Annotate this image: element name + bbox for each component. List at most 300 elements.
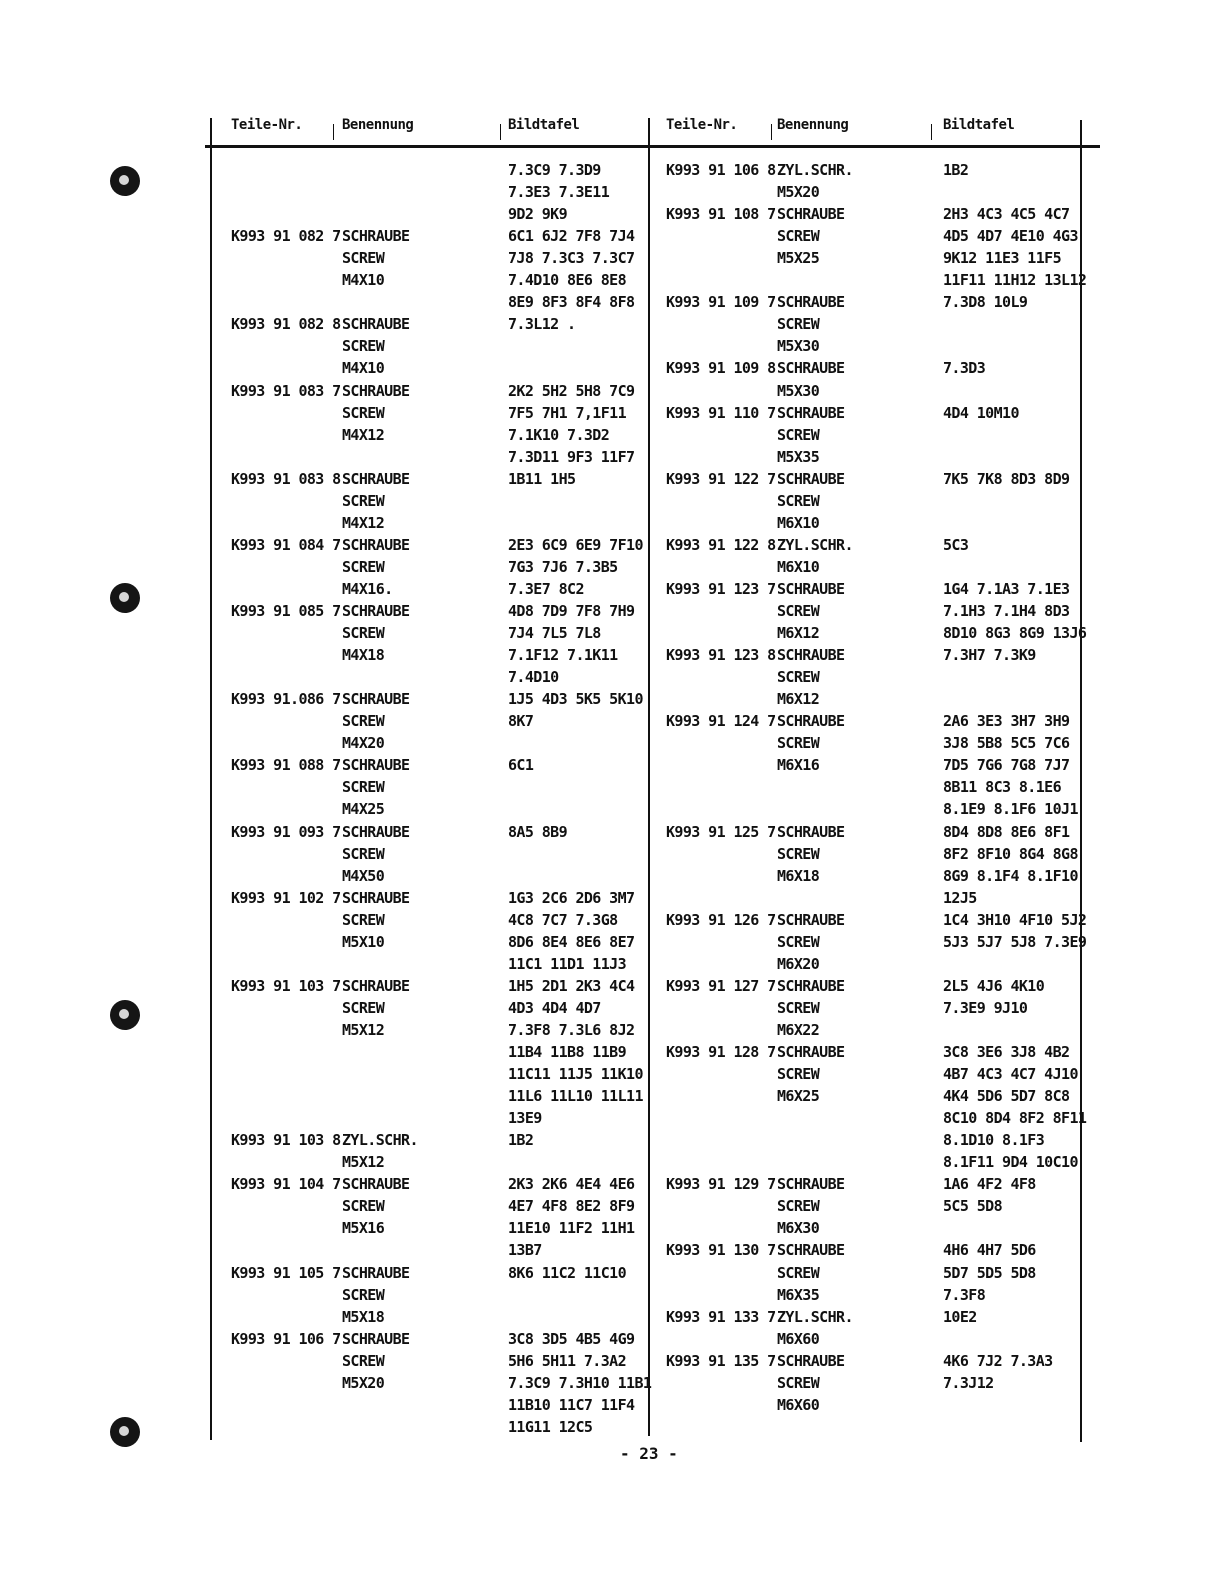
part-name: M4X18: [342, 646, 385, 664]
part-number: [231, 247, 341, 269]
part-name: SCHRAUBE: [777, 580, 845, 598]
header-benennung-left: Benennung: [342, 117, 414, 133]
part-name: SCREW: [777, 999, 820, 1017]
figure-refs: 8B11 8C3 8.1E6: [943, 778, 1062, 796]
part-number: [231, 865, 341, 887]
figure-refs: 7.3D8 10L9: [943, 293, 1028, 311]
figure-refs: 4D3 4D4 4D7: [508, 999, 601, 1017]
figure-refs: 7.3C9 7.3D9: [508, 161, 601, 179]
part-name: SCREW: [342, 624, 385, 642]
part-number: [231, 622, 341, 644]
part-number: [666, 622, 776, 644]
part-number: [666, 424, 776, 446]
figure-refs: 5H6 5H11 7.3A2: [508, 1352, 627, 1370]
part-number: [666, 1394, 776, 1416]
part-name: SCREW: [342, 845, 385, 863]
part-number: K993 91 128 7: [666, 1043, 776, 1061]
part-number: [231, 1284, 341, 1306]
figure-refs: 5J3 5J7 5J8 7.3E9: [943, 933, 1087, 951]
part-number: K993 91 126 7: [666, 911, 776, 929]
figure-refs: 7.3H7 7.3K9: [943, 646, 1036, 664]
part-name: SCHRAUBE: [777, 712, 845, 730]
figure-refs: 7.3J12: [943, 1374, 994, 1392]
part-name: ZYL.SCHR.: [342, 1131, 418, 1149]
figure-refs: 2E3 6C9 6E9 7F10: [508, 536, 643, 554]
figure-refs: 4D8 7D9 7F8 7H9: [508, 602, 635, 620]
part-number: [231, 1085, 341, 1107]
part-number: [666, 1019, 776, 1041]
part-number: [666, 732, 776, 754]
part-number: K993 91 102 7: [231, 889, 341, 907]
part-name: M6X12: [777, 624, 820, 642]
part-name: SCHRAUBE: [342, 889, 410, 907]
part-number: [231, 666, 341, 688]
part-number: K993 91 083 7: [231, 382, 341, 400]
binder-hole: [110, 583, 140, 613]
part-number: [666, 380, 776, 402]
figure-refs: 8K6 11C2 11C10: [508, 1264, 627, 1282]
figure-refs: 4E7 4F8 8E2 8F9: [508, 1197, 635, 1215]
part-name: SCREW: [777, 227, 820, 245]
part-number: [666, 512, 776, 534]
part-number: [231, 1195, 341, 1217]
figure-refs: 7J8 7.3C3 7.3C7: [508, 249, 635, 267]
part-number: [231, 1019, 341, 1041]
part-name: SCHRAUBE: [777, 205, 845, 223]
part-name: SCREW: [342, 712, 385, 730]
part-number: [231, 335, 341, 357]
figure-refs: 7.1F12 7.1K11: [508, 646, 618, 664]
part-name: SCHRAUBE: [342, 1330, 410, 1348]
figure-refs: 12J5: [943, 889, 977, 907]
part-number: K993 91 123 8: [666, 646, 776, 664]
part-number: [666, 1151, 776, 1173]
part-number: [666, 269, 776, 291]
figure-refs: 8F2 8F10 8G4 8G8: [943, 845, 1078, 863]
part-name: SCREW: [342, 337, 385, 355]
table-border-right: [1080, 120, 1082, 1442]
part-number: [231, 181, 341, 203]
figure-refs: 8.1E9 8.1F6 10J1: [943, 800, 1078, 818]
part-number: K993 91 124 7: [666, 712, 776, 730]
part-number: K993 91 093 7: [231, 823, 341, 841]
part-name: SCHRAUBE: [342, 382, 410, 400]
part-name: M5X10: [342, 933, 385, 951]
figure-refs: 9D2 9K9: [508, 205, 568, 223]
figure-refs: 4K4 5D6 5D7 8C8: [943, 1087, 1070, 1105]
part-name: M5X35: [777, 448, 820, 466]
part-name: SCREW: [777, 602, 820, 620]
part-number: K993 91 082 8: [231, 315, 341, 333]
figure-refs: 1B2: [943, 161, 969, 179]
part-name: SCREW: [777, 845, 820, 863]
figure-refs: 8D6 8E4 8E6 8E7: [508, 933, 635, 951]
part-name: M4X50: [342, 867, 385, 885]
part-name: SCREW: [777, 734, 820, 752]
figure-refs: 7.3E7 8C2: [508, 580, 584, 598]
part-number: [231, 424, 341, 446]
part-number: K993 91 109 8: [666, 359, 776, 377]
figure-refs: 7.1H3 7.1H4 8D3: [943, 602, 1070, 620]
figure-refs: 7.4D10 8E6 8E8: [508, 271, 627, 289]
part-number: K993 91 106 7: [231, 1330, 341, 1348]
figure-refs: 7.3F8 7.3L6 8J2: [508, 1021, 635, 1039]
part-number: [231, 203, 341, 225]
part-number: K993 91 133 7: [666, 1308, 776, 1326]
table-divider-center: [648, 118, 650, 1436]
figure-refs: 7.3L12 .: [508, 315, 576, 333]
figure-refs: 2K2 5H2 5H8 7C9: [508, 382, 635, 400]
part-name: SCHRAUBE: [777, 911, 845, 929]
figure-refs: 9K12 11E3 11F5: [943, 249, 1062, 267]
part-name: M4X10: [342, 359, 385, 377]
part-name: M6X22: [777, 1021, 820, 1039]
part-name: ZYL.SCHR.: [777, 161, 853, 179]
part-number: [231, 446, 341, 468]
part-number: K993 91 108 7: [666, 205, 776, 223]
figure-refs: 11E10 11F2 11H1: [508, 1219, 635, 1237]
header-bildtafel-right: Bildtafel: [943, 117, 1015, 133]
part-name: SCHRAUBE: [342, 1264, 410, 1282]
figure-refs: 4H6 4H7 5D6: [943, 1241, 1036, 1259]
part-number: [231, 1306, 341, 1328]
part-number: [231, 269, 341, 291]
part-name: SCHRAUBE: [777, 1043, 845, 1061]
part-name: SCREW: [342, 1197, 385, 1215]
figure-refs: 11B4 11B8 11B9: [508, 1043, 627, 1061]
part-number: [666, 887, 776, 909]
figure-refs: 7.3E3 7.3E11: [508, 183, 610, 201]
figure-refs: 11B10 11C7 11F4: [508, 1396, 635, 1414]
figure-refs: 11G11 12C5: [508, 1418, 593, 1436]
part-number: [231, 1394, 341, 1416]
figure-refs: 1B2: [508, 1131, 534, 1149]
part-number: K993 91 084 7: [231, 536, 341, 554]
figure-refs: 4K6 7J2 7.3A3: [943, 1352, 1053, 1370]
figure-refs: 1G4 7.1A3 7.1E3: [943, 580, 1070, 598]
figure-refs: 8.1D10 8.1F3: [943, 1131, 1045, 1149]
figure-refs: 6C1 6J2 7F8 7J4: [508, 227, 635, 245]
part-name: M5X12: [342, 1021, 385, 1039]
part-number: [231, 644, 341, 666]
part-name: SCREW: [777, 1264, 820, 1282]
part-name: M6X12: [777, 690, 820, 708]
figure-refs: 7.4D10: [508, 668, 559, 686]
binder-hole: [110, 1417, 140, 1447]
part-number: [231, 997, 341, 1019]
figure-refs: 5C5 5D8: [943, 1197, 1003, 1215]
table-border-left: [210, 118, 212, 1440]
figure-refs: 8.1F11 9D4 10C10: [943, 1153, 1078, 1171]
part-name: ZYL.SCHR.: [777, 1308, 853, 1326]
part-name: M6X60: [777, 1330, 820, 1348]
part-name: SCHRAUBE: [777, 977, 845, 995]
figure-refs: 8A5 8B9: [508, 823, 568, 841]
part-name: M5X18: [342, 1308, 385, 1326]
figure-refs: 8E9 8F3 8F4 8F8: [508, 293, 635, 311]
part-name: SCREW: [777, 426, 820, 444]
part-name: M6X25: [777, 1087, 820, 1105]
figure-refs: 11C11 11J5 11K10: [508, 1065, 643, 1083]
figure-refs: 7F5 7H1 7,1F11: [508, 404, 627, 422]
part-number: [666, 688, 776, 710]
part-name: M6X10: [777, 514, 820, 532]
part-name: SCREW: [777, 1374, 820, 1392]
part-name: M6X18: [777, 867, 820, 885]
part-name: SCREW: [342, 492, 385, 510]
header-rule: [205, 145, 1100, 148]
figure-refs: 10E2: [943, 1308, 977, 1326]
figure-refs: 4B7 4C3 4C7 4J10: [943, 1065, 1078, 1083]
part-name: SCHRAUBE: [777, 404, 845, 422]
part-number: [231, 291, 341, 313]
part-number: [231, 159, 341, 181]
part-name: M5X16: [342, 1219, 385, 1237]
figure-refs: 1B11 1H5: [508, 470, 576, 488]
part-number: [231, 578, 341, 600]
figure-refs: 4C8 7C7 7.3G8: [508, 911, 618, 929]
binder-hole: [110, 166, 140, 196]
header-bildtafel-left: Bildtafel: [508, 117, 580, 133]
part-name: M4X16.: [342, 580, 393, 598]
part-number: [231, 843, 341, 865]
part-number: K993 91.086 7: [231, 690, 341, 708]
part-name: SCHRAUBE: [777, 1352, 845, 1370]
part-number: K993 91 105 7: [231, 1264, 341, 1282]
figure-refs: 1G3 2C6 2D6 3M7: [508, 889, 635, 907]
part-number: [666, 1262, 776, 1284]
part-number: [666, 1129, 776, 1151]
figure-refs: 11F11 11H12 13L12: [943, 271, 1087, 289]
part-number: [666, 225, 776, 247]
part-number: [666, 666, 776, 688]
part-number: K993 91 129 7: [666, 1175, 776, 1193]
figure-refs: 7.3D3: [943, 359, 986, 377]
part-name: SCHRAUBE: [342, 536, 410, 554]
part-number: [231, 1063, 341, 1085]
part-name: SCHRAUBE: [777, 646, 845, 664]
part-number: K993 91 109 7: [666, 293, 776, 311]
part-number: [666, 754, 776, 776]
part-number: [666, 997, 776, 1019]
header-tick: [931, 124, 932, 140]
figure-refs: 3C8 3E6 3J8 4B2: [943, 1043, 1070, 1061]
part-name: SCHRAUBE: [777, 823, 845, 841]
part-number: [231, 1372, 341, 1394]
part-number: [666, 843, 776, 865]
part-number: [231, 710, 341, 732]
part-name: M6X30: [777, 1219, 820, 1237]
part-name: M6X60: [777, 1396, 820, 1414]
figure-refs: 1A6 4F2 4F8: [943, 1175, 1036, 1193]
part-name: SCHRAUBE: [342, 756, 410, 774]
figure-refs: 4D5 4D7 4E10 4G3: [943, 227, 1078, 245]
part-name: SCHRAUBE: [342, 690, 410, 708]
page-number: - 23 -: [620, 1444, 678, 1463]
part-name: M6X35: [777, 1286, 820, 1304]
part-name: SCHRAUBE: [342, 470, 410, 488]
part-number: K993 91 125 7: [666, 823, 776, 841]
part-number: [231, 931, 341, 953]
figure-refs: 13E9: [508, 1109, 542, 1127]
header-tick: [500, 124, 501, 140]
part-number: K993 91 082 7: [231, 227, 341, 245]
part-number: [666, 490, 776, 512]
part-name: SCREW: [342, 404, 385, 422]
part-number: K993 91 122 7: [666, 470, 776, 488]
figure-refs: 4D4 10M10: [943, 404, 1019, 422]
part-name: M5X20: [777, 183, 820, 201]
part-name: M4X25: [342, 800, 385, 818]
part-name: SCREW: [342, 1352, 385, 1370]
part-name: SCREW: [777, 1065, 820, 1083]
figure-refs: 11L6 11L10 11L11: [508, 1087, 643, 1105]
part-name: SCREW: [777, 668, 820, 686]
part-name: SCREW: [777, 1197, 820, 1215]
figure-refs: 8G9 8.1F4 8.1F10: [943, 867, 1078, 885]
part-number: [666, 1284, 776, 1306]
part-number: [231, 357, 341, 379]
figure-refs: 2A6 3E3 3H7 3H9: [943, 712, 1070, 730]
figure-refs: 7K5 7K8 8D3 8D9: [943, 470, 1070, 488]
figure-refs: 7.3E9 9J10: [943, 999, 1028, 1017]
part-number: K993 91 135 7: [666, 1352, 776, 1370]
figure-refs: 1J5 4D3 5K5 5K10: [508, 690, 643, 708]
part-number: [666, 446, 776, 468]
part-name: SCHRAUBE: [342, 315, 410, 333]
part-number: [231, 798, 341, 820]
part-name: M4X20: [342, 734, 385, 752]
part-name: SCREW: [342, 249, 385, 267]
part-name: SCREW: [342, 999, 385, 1017]
part-name: SCHRAUBE: [342, 227, 410, 245]
part-number: [666, 1372, 776, 1394]
figure-refs: 5C3: [943, 536, 969, 554]
figure-refs: 2H3 4C3 4C5 4C7: [943, 205, 1070, 223]
part-number: K993 91 130 7: [666, 1241, 776, 1259]
part-name: SCREW: [777, 492, 820, 510]
header-teile-nr-right: Teile-Nr.: [666, 117, 738, 133]
figure-refs: 8K7: [508, 712, 534, 730]
part-name: SCHRAUBE: [777, 1175, 845, 1193]
part-number: [231, 1107, 341, 1129]
part-number: K993 91 123 7: [666, 580, 776, 598]
figure-refs: 1C4 3H10 4F10 5J2: [943, 911, 1087, 929]
part-name: SCHRAUBE: [777, 293, 845, 311]
part-number: [666, 247, 776, 269]
figure-refs: 7.3F8: [943, 1286, 986, 1304]
header-tick: [771, 124, 772, 140]
part-number: [666, 931, 776, 953]
part-number: K993 91 103 8: [231, 1131, 341, 1149]
figure-refs: 7D5 7G6 7G8 7J7: [943, 756, 1070, 774]
part-name: M5X20: [342, 1374, 385, 1392]
part-name: M5X30: [777, 337, 820, 355]
figure-refs: 3J8 5B8 5C5 7C6: [943, 734, 1070, 752]
part-number: [666, 953, 776, 975]
figure-refs: 7.3D11 9F3 11F7: [508, 448, 635, 466]
part-name: SCHRAUBE: [342, 823, 410, 841]
part-number: [666, 1107, 776, 1129]
part-number: K993 91 106 8: [666, 161, 776, 179]
part-name: M6X16: [777, 756, 820, 774]
part-number: K993 91 104 7: [231, 1175, 341, 1193]
part-number: [666, 865, 776, 887]
part-name: SCREW: [342, 558, 385, 576]
part-name: M5X12: [342, 1153, 385, 1171]
part-number: [231, 490, 341, 512]
part-number: K993 91 103 7: [231, 977, 341, 995]
part-number: [231, 512, 341, 534]
figure-refs: 1H5 2D1 2K3 4C4: [508, 977, 635, 995]
part-number: K993 91 127 7: [666, 977, 776, 995]
part-number: [231, 953, 341, 975]
part-number: [666, 1063, 776, 1085]
part-name: SCREW: [342, 911, 385, 929]
part-name: SCHRAUBE: [342, 977, 410, 995]
part-number: K993 91 122 8: [666, 536, 776, 554]
part-number: [231, 732, 341, 754]
part-name: SCREW: [777, 933, 820, 951]
part-name: M5X30: [777, 382, 820, 400]
part-number: [666, 1195, 776, 1217]
part-number: [666, 556, 776, 578]
part-number: [231, 402, 341, 424]
part-number: [666, 798, 776, 820]
header-tick: [333, 124, 334, 140]
part-number: [231, 1239, 341, 1261]
part-number: [231, 909, 341, 931]
part-name: ZYL.SCHR.: [777, 536, 853, 554]
part-name: SCREW: [342, 778, 385, 796]
part-number: [666, 335, 776, 357]
part-name: M6X20: [777, 955, 820, 973]
part-name: M4X10: [342, 271, 385, 289]
part-number: [666, 1085, 776, 1107]
figure-refs: 8D4 8D8 8E6 8F1: [943, 823, 1070, 841]
part-number: K993 91 088 7: [231, 756, 341, 774]
part-number: [666, 1328, 776, 1350]
part-number: [231, 1350, 341, 1372]
figure-refs: 6C1: [508, 756, 534, 774]
figure-refs: 2L5 4J6 4K10: [943, 977, 1045, 995]
part-name: M5X25: [777, 249, 820, 267]
figure-refs: 7G3 7J6 7.3B5: [508, 558, 618, 576]
part-name: M6X10: [777, 558, 820, 576]
part-name: SCHRAUBE: [777, 359, 845, 377]
part-name: M4X12: [342, 426, 385, 444]
part-number: [231, 556, 341, 578]
part-name: M4X12: [342, 514, 385, 532]
part-number: [666, 181, 776, 203]
part-number: [231, 1151, 341, 1173]
figure-refs: 7.1K10 7.3D2: [508, 426, 610, 444]
part-name: SCREW: [342, 1286, 385, 1304]
part-number: [231, 1217, 341, 1239]
part-name: SCHRAUBE: [342, 1175, 410, 1193]
part-number: K993 91 110 7: [666, 404, 776, 422]
figure-refs: 13B7: [508, 1241, 542, 1259]
part-name: SCHRAUBE: [777, 470, 845, 488]
figure-refs: 7J4 7L5 7L8: [508, 624, 601, 642]
part-name: SCHRAUBE: [342, 602, 410, 620]
part-number: [231, 776, 341, 798]
part-name: SCHRAUBE: [777, 1241, 845, 1259]
figure-refs: 3C8 3D5 4B5 4G9: [508, 1330, 635, 1348]
part-number: K993 91 083 8: [231, 470, 341, 488]
figure-refs: 7.3C9 7.3H10 11B1: [508, 1374, 652, 1392]
figure-refs: 5D7 5D5 5D8: [943, 1264, 1036, 1282]
